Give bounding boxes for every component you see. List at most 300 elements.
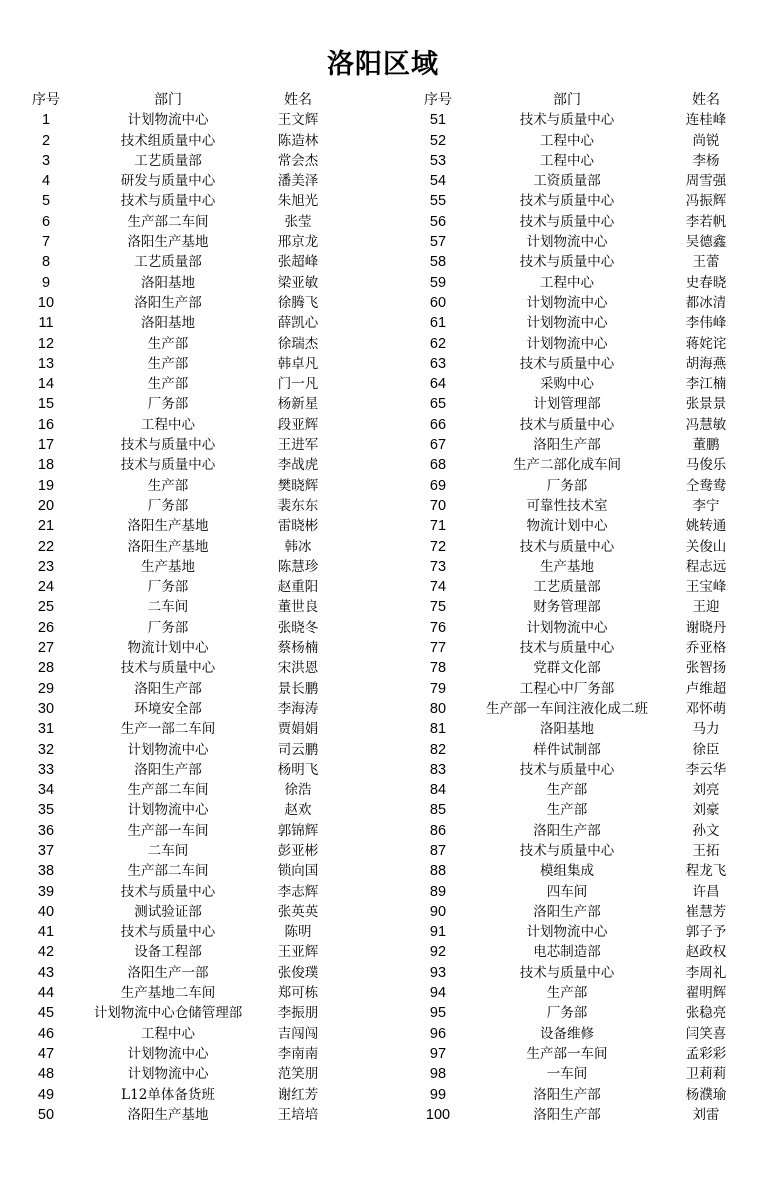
name-cell: 李海涛 [277, 700, 319, 717]
seq-cell: 2 [41, 132, 51, 149]
name-cell: 刘豪 [692, 802, 720, 819]
dept-cell: 生产部二车间 [127, 213, 209, 230]
dept-cell: 生产部 [147, 477, 189, 494]
name-cell: 王宝峰 [685, 579, 727, 596]
dept-cell: 计划物流中心 [526, 234, 608, 251]
dept-cell: 生产部 [546, 802, 588, 819]
name-cell: 赵重阳 [277, 579, 319, 596]
name-cell: 乔亚格 [685, 640, 727, 657]
header-seq: 序号 [32, 92, 60, 108]
dept-cell: 生产部二车间 [127, 782, 209, 799]
seq-cell: 36 [37, 822, 55, 839]
seq-cell: 62 [429, 335, 447, 352]
table-row [0, 212, 766, 232]
seq-cell: 17 [37, 437, 55, 454]
seq-cell: 24 [37, 579, 55, 596]
dept-cell: 计划物流中心 [127, 741, 209, 758]
dept-cell: 技术与质量中心 [519, 254, 615, 271]
name-cell: 闫笑喜 [685, 1025, 727, 1042]
table-row [0, 334, 766, 354]
dept-cell: 计划物流中心 [127, 1066, 209, 1083]
name-cell: 王拓 [692, 842, 720, 859]
table-row [0, 902, 766, 922]
dept-cell: 设备工程部 [134, 944, 202, 961]
seq-cell: 99 [429, 1086, 447, 1103]
name-cell: 韩冰 [284, 538, 312, 555]
dept-cell: 计划物流中心 [127, 802, 209, 819]
table-row [0, 821, 766, 841]
name-cell: 薛凯心 [277, 315, 319, 332]
seq-cell: 89 [429, 883, 447, 900]
seq-cell: 15 [37, 396, 55, 413]
seq-cell: 80 [429, 700, 447, 717]
seq-cell: 94 [429, 985, 447, 1002]
seq-cell: 18 [37, 457, 55, 474]
seq-cell: 61 [429, 315, 447, 332]
seq-cell: 49 [37, 1086, 55, 1103]
name-cell: 司云鹏 [277, 741, 319, 758]
dept-cell: 洛阳生产部 [134, 761, 202, 778]
seq-cell: 37 [37, 842, 55, 859]
dept-cell: 生产基地二车间 [120, 985, 216, 1002]
seq-cell: 77 [429, 640, 447, 657]
name-cell: 陈明 [284, 924, 312, 941]
name-cell: 李振朋 [277, 1005, 319, 1022]
seq-cell: 81 [429, 721, 447, 738]
seq-cell: 38 [37, 863, 55, 880]
seq-cell: 73 [429, 558, 447, 575]
seq-cell: 50 [37, 1106, 55, 1123]
header-dept: 部门 [553, 92, 581, 108]
dept-cell: 计划物流中心 [127, 112, 209, 129]
header-name: 姓名 [692, 92, 720, 108]
name-cell: 刘亮 [692, 782, 720, 799]
roster-table-right [0, 90, 766, 1125]
name-cell: 段亚辉 [277, 416, 319, 433]
name-cell: 陈慧珍 [277, 558, 319, 575]
seq-cell: 43 [37, 964, 55, 981]
name-cell: 马俊乐 [685, 457, 727, 474]
dept-cell: 技术与质量中心 [120, 660, 216, 677]
seq-cell: 22 [37, 538, 55, 555]
name-cell: 吉闯闯 [277, 1025, 319, 1042]
dept-cell: 工程中心 [141, 416, 195, 433]
dept-cell: 洛阳生产部 [533, 822, 601, 839]
seq-cell: 66 [429, 416, 447, 433]
seq-cell: 12 [37, 335, 55, 352]
name-cell: 杨明飞 [277, 761, 319, 778]
dept-cell: 技术与质量中心 [120, 437, 216, 454]
table-row [0, 841, 766, 861]
seq-cell: 5 [41, 193, 51, 210]
seq-cell: 13 [37, 355, 55, 372]
name-cell: 吴德鑫 [685, 234, 727, 251]
name-cell: 韩卓凡 [277, 355, 319, 372]
name-cell: 常会杰 [277, 152, 319, 169]
seq-cell: 11 [38, 315, 54, 332]
table-row [0, 415, 766, 435]
table-row [0, 1003, 766, 1023]
name-cell: 王亚辉 [277, 944, 319, 961]
name-cell: 李杨 [692, 152, 720, 169]
dept-cell: 设备维修 [540, 1025, 594, 1042]
seq-cell: 72 [429, 538, 447, 555]
seq-cell: 98 [429, 1066, 447, 1083]
table-row [0, 191, 766, 211]
seq-cell: 82 [429, 741, 447, 758]
table-row [0, 740, 766, 760]
name-cell: 彭亚彬 [277, 842, 319, 859]
seq-cell: 19 [37, 477, 55, 494]
seq-cell: 59 [429, 274, 447, 291]
name-cell: 张英英 [277, 903, 319, 920]
seq-cell: 58 [429, 254, 447, 271]
dept-cell: 技术与质量中心 [519, 213, 615, 230]
name-cell: 李南南 [277, 1045, 319, 1062]
table-row [0, 252, 766, 272]
table-row [0, 679, 766, 699]
name-cell: 史春晓 [685, 274, 727, 291]
dept-cell: 生产部 [147, 355, 189, 372]
seq-cell: 30 [37, 700, 55, 717]
name-cell: 张超峰 [277, 254, 319, 271]
dept-cell: 工艺质量部 [134, 254, 202, 271]
table-row [0, 800, 766, 820]
table-row [0, 151, 766, 171]
seq-cell: 16 [37, 416, 55, 433]
table-row [0, 1105, 766, 1125]
dept-cell: 洛阳生产基地 [127, 1106, 209, 1123]
name-cell: 陈造林 [277, 132, 319, 149]
dept-cell: 洛阳生产基地 [127, 234, 209, 251]
table-row [0, 557, 766, 577]
dept-cell: 财务管理部 [533, 599, 601, 616]
dept-cell: 生产基地 [540, 558, 594, 575]
name-cell: 李宁 [692, 497, 720, 514]
roster-body-right [0, 110, 766, 1125]
name-cell: 蔡杨楠 [277, 640, 319, 657]
table-row [0, 699, 766, 719]
seq-cell: 79 [429, 680, 447, 697]
name-cell: 王迎 [692, 599, 720, 616]
name-cell: 锁向国 [277, 863, 319, 880]
name-cell: 张智扬 [685, 660, 727, 677]
seq-cell: 8 [41, 254, 51, 271]
table-row [0, 618, 766, 638]
dept-cell: 生产基地 [141, 558, 195, 575]
dept-cell: 生产部一车间 [526, 1045, 608, 1062]
name-cell: 程龙飞 [685, 863, 727, 880]
dept-cell: 洛阳基地 [141, 274, 195, 291]
seq-cell: 57 [429, 234, 447, 251]
dept-cell: 样件试制部 [533, 741, 601, 758]
seq-cell: 87 [429, 842, 447, 859]
dept-cell: 工程中心 [141, 1025, 195, 1042]
seq-cell: 75 [429, 599, 447, 616]
name-cell: 连桂峰 [685, 112, 727, 129]
dept-cell: 生产部 [546, 985, 588, 1002]
table-row [0, 476, 766, 496]
seq-cell: 44 [37, 985, 55, 1002]
dept-cell: 生产部一车间注液化成二班 [486, 700, 648, 717]
dept-cell: 模组集成 [540, 863, 594, 880]
seq-cell: 20 [37, 497, 55, 514]
name-cell: 赵欢 [284, 802, 312, 819]
dept-cell: 洛阳生产基地 [127, 538, 209, 555]
name-cell: 郑可栋 [277, 985, 319, 1002]
dept-cell: 生产一部二车间 [120, 721, 216, 738]
dept-cell: 工艺质量部 [134, 152, 202, 169]
seq-cell: 53 [429, 152, 447, 169]
dept-cell: 测试验证部 [134, 903, 202, 920]
dept-cell: 一车间 [546, 1066, 588, 1083]
name-cell: 梁亚敏 [277, 274, 319, 291]
table-row [0, 861, 766, 881]
dept-cell: 工程中心 [540, 152, 594, 169]
name-cell: 周雪强 [685, 173, 727, 190]
table-row [0, 760, 766, 780]
seq-cell: 71 [429, 518, 447, 535]
dept-cell: 生产二部化成车间 [513, 457, 621, 474]
name-cell: 冯慧敏 [685, 416, 727, 433]
name-cell: 程志远 [685, 558, 727, 575]
table-row [0, 780, 766, 800]
dept-cell: 四车间 [546, 883, 588, 900]
seq-cell: 31 [37, 721, 55, 738]
seq-cell: 91 [429, 924, 447, 941]
seq-cell: 32 [37, 741, 55, 758]
name-cell: 刘雷 [692, 1106, 720, 1123]
dept-cell: 计划物流中心 [526, 335, 608, 352]
dept-cell: 厂务部 [546, 477, 588, 494]
name-cell: 冯振辉 [685, 193, 727, 210]
seq-cell: 25 [37, 599, 55, 616]
name-cell: 贾娟娟 [277, 721, 319, 738]
name-cell: 裴东东 [277, 497, 319, 514]
dept-cell: 技术与质量中心 [519, 964, 615, 981]
dept-cell: 厂务部 [147, 579, 189, 596]
seq-cell: 39 [37, 883, 55, 900]
seq-cell: 68 [429, 457, 447, 474]
header-row [0, 90, 766, 110]
seq-cell: 76 [429, 619, 447, 636]
name-cell: 董世良 [277, 599, 319, 616]
dept-cell: 技术与质量中心 [519, 193, 615, 210]
name-cell: 邢京龙 [277, 234, 319, 251]
table-row [0, 658, 766, 678]
name-cell: 仝鸯鸯 [685, 477, 727, 494]
dept-cell: 计划物流中心 [526, 315, 608, 332]
dept-cell: 技术与质量中心 [519, 842, 615, 859]
name-cell: 王进军 [277, 437, 319, 454]
seq-cell: 48 [37, 1066, 55, 1083]
name-cell: 李伟峰 [685, 315, 727, 332]
name-cell: 谢晓丹 [685, 619, 727, 636]
name-cell: 李志辉 [277, 883, 319, 900]
table-row [0, 1064, 766, 1084]
name-cell: 李周礼 [685, 964, 727, 981]
seq-cell: 3 [41, 152, 51, 169]
name-cell: 杨濮瑜 [685, 1086, 727, 1103]
name-cell: 杨新星 [277, 396, 319, 413]
dept-cell: 计划管理部 [533, 396, 601, 413]
seq-cell: 70 [429, 497, 447, 514]
name-cell: 马力 [692, 721, 720, 738]
name-cell: 宋洪恩 [277, 660, 319, 677]
seq-cell: 90 [429, 903, 447, 920]
table-row [0, 273, 766, 293]
name-cell: 谢红芳 [277, 1086, 319, 1103]
seq-cell: 29 [37, 680, 55, 697]
table-row [0, 394, 766, 414]
name-cell: 李云华 [685, 761, 727, 778]
table-row [0, 232, 766, 252]
seq-cell: 56 [429, 213, 447, 230]
name-cell: 景长鹏 [277, 680, 319, 697]
name-cell: 徐瑞杰 [277, 335, 319, 352]
dept-cell: 生产部二车间 [127, 863, 209, 880]
seq-cell: 14 [37, 376, 55, 393]
seq-cell: 93 [429, 964, 447, 981]
seq-cell: 26 [37, 619, 55, 636]
seq-cell: 21 [37, 518, 55, 535]
dept-cell: 厂务部 [147, 619, 189, 636]
name-cell: 尚锐 [692, 132, 720, 149]
table-row [0, 110, 766, 130]
dept-cell: 技术与质量中心 [519, 416, 615, 433]
dept-cell: 厂务部 [546, 1005, 588, 1022]
seq-cell: 52 [429, 132, 447, 149]
name-cell: 张莹 [284, 213, 312, 230]
name-cell: 门一凡 [277, 376, 319, 393]
dept-cell: 采购中心 [540, 376, 594, 393]
table-row [0, 354, 766, 374]
table-row [0, 455, 766, 475]
seq-cell: 33 [37, 761, 55, 778]
name-cell: 张稳亮 [685, 1005, 727, 1022]
name-cell: 徐浩 [284, 782, 312, 799]
name-cell: 都冰清 [685, 294, 727, 311]
dept-cell: 洛阳基地 [540, 721, 594, 738]
name-cell: 朱旭光 [277, 193, 319, 210]
name-cell: 李若帆 [685, 213, 727, 230]
seq-cell: 100 [425, 1106, 451, 1123]
table-row [0, 1024, 766, 1044]
table-row [0, 882, 766, 902]
seq-cell: 35 [37, 802, 55, 819]
name-cell: 卢维超 [685, 680, 727, 697]
dept-cell: 物流计划中心 [526, 518, 608, 535]
page-title: 洛阳区域 [327, 49, 439, 80]
name-cell: 徐腾飞 [277, 294, 319, 311]
name-cell: 潘美泽 [277, 173, 319, 190]
seq-cell: 45 [37, 1005, 55, 1022]
seq-cell: 47 [37, 1045, 55, 1062]
seq-cell: 97 [429, 1045, 447, 1062]
seq-cell: 84 [429, 782, 447, 799]
name-cell: 樊晓辉 [277, 477, 319, 494]
seq-cell: 54 [429, 173, 447, 190]
seq-cell: 69 [429, 477, 447, 494]
dept-cell: 洛阳生产部 [533, 1086, 601, 1103]
dept-cell: 生产部 [546, 782, 588, 799]
seq-cell: 46 [37, 1025, 55, 1042]
dept-cell: 技术与质量中心 [120, 193, 216, 210]
seq-cell: 67 [429, 437, 447, 454]
seq-cell: 88 [429, 863, 447, 880]
table-row [0, 1044, 766, 1064]
dept-cell: 洛阳生产部 [134, 680, 202, 697]
seq-cell: 4 [41, 173, 51, 190]
header-dept: 部门 [154, 92, 182, 108]
dept-cell: 洛阳生产部 [134, 294, 202, 311]
table-row [0, 313, 766, 333]
table-row [0, 171, 766, 191]
header-name: 姓名 [284, 92, 312, 108]
name-cell: 王文辉 [277, 112, 319, 129]
dept-cell: 技术与质量中心 [120, 457, 216, 474]
seq-cell: 83 [429, 761, 447, 778]
dept-cell: 工资质量部 [533, 173, 601, 190]
dept-cell: 技术与质量中心 [519, 355, 615, 372]
dept-cell: 可靠性技术室 [526, 497, 608, 514]
dept-cell: 工艺质量部 [533, 579, 601, 596]
dept-cell: 技术与质量中心 [519, 112, 615, 129]
table-row [0, 496, 766, 516]
dept-cell: 技术与质量中心 [120, 924, 216, 941]
seq-cell: 1 [41, 112, 51, 129]
header-seq: 序号 [424, 92, 452, 108]
name-cell: 邓怀萌 [685, 700, 727, 717]
name-cell: 姚转通 [685, 518, 727, 535]
dept-cell: L12单体备货班 [121, 1086, 215, 1103]
name-cell: 李江楠 [685, 376, 727, 393]
seq-cell: 60 [429, 294, 447, 311]
table-row [0, 922, 766, 942]
seq-cell: 27 [37, 640, 55, 657]
seq-cell: 65 [429, 396, 447, 413]
dept-cell: 计划物流中心仓储管理部 [93, 1005, 243, 1022]
seq-cell: 7 [41, 234, 51, 251]
name-cell: 张俊璞 [277, 964, 319, 981]
table-row [0, 516, 766, 536]
seq-cell: 23 [37, 558, 55, 575]
dept-cell: 物流计划中心 [127, 640, 209, 657]
seq-cell: 42 [37, 944, 55, 961]
name-cell: 蒋姹诧 [685, 335, 727, 352]
dept-cell: 生产部 [147, 376, 189, 393]
dept-cell: 技术组质量中心 [120, 132, 216, 149]
name-cell: 郭子予 [685, 924, 727, 941]
name-cell: 孙文 [692, 822, 720, 839]
name-cell: 赵政权 [685, 944, 727, 961]
seq-cell: 10 [37, 294, 55, 311]
name-cell: 翟明辉 [685, 985, 727, 1002]
seq-cell: 55 [429, 193, 447, 210]
seq-cell: 86 [429, 822, 447, 839]
name-cell: 雷晓彬 [277, 518, 319, 535]
dept-cell: 二车间 [147, 842, 189, 859]
name-cell: 崔慧芳 [685, 903, 727, 920]
dept-cell: 技术与质量中心 [519, 640, 615, 657]
dept-cell: 工程中心 [540, 132, 594, 149]
name-cell: 董鹏 [692, 437, 720, 454]
table-row [0, 435, 766, 455]
dept-cell: 厂务部 [147, 497, 189, 514]
dept-cell: 电芯制造部 [533, 944, 601, 961]
dept-cell: 洛阳基地 [141, 315, 195, 332]
seq-cell: 96 [429, 1025, 447, 1042]
